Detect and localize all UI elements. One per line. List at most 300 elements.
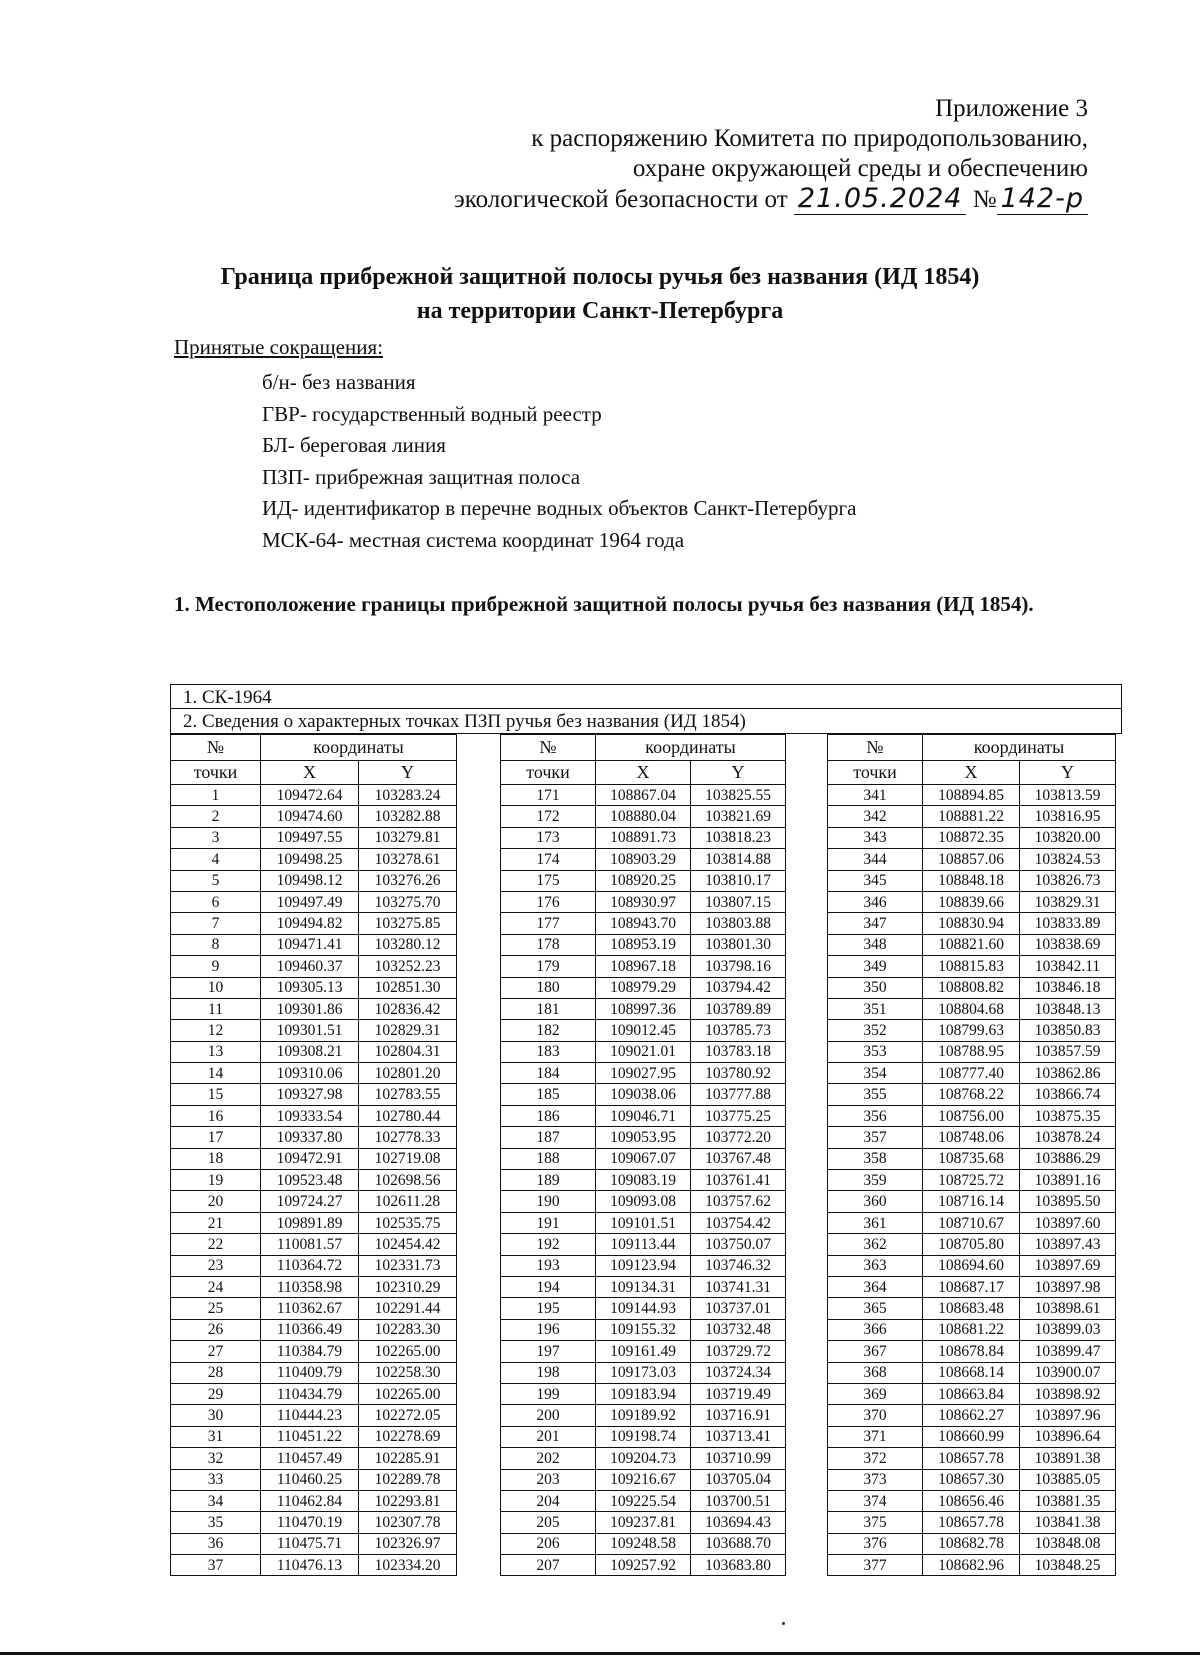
table-row xyxy=(501,1448,786,1469)
table-row xyxy=(501,806,786,827)
y-coordinate-cell: 103276.26 xyxy=(359,870,457,891)
y-coordinate-cell: 103829.31 xyxy=(1020,891,1116,912)
table-row xyxy=(501,1362,786,1383)
table-row xyxy=(171,1383,457,1404)
point-number-cell: 207 xyxy=(501,1555,596,1576)
y-coordinate-cell: 102851.30 xyxy=(359,977,457,998)
y-coordinate-cell: 102272.05 xyxy=(359,1405,457,1426)
point-number-cell: 376 xyxy=(828,1533,923,1554)
x-coordinate-cell: 108953.19 xyxy=(596,934,691,955)
x-coordinate-cell: 109305.13 xyxy=(261,977,359,998)
col-y-header: Y xyxy=(359,761,457,785)
x-coordinate-cell: 109248.58 xyxy=(596,1533,691,1554)
x-coordinate-cell: 108710.67 xyxy=(923,1212,1020,1233)
point-number-cell: 206 xyxy=(501,1533,596,1554)
x-coordinate-cell: 110366.49 xyxy=(261,1319,359,1340)
x-coordinate-cell: 108880.04 xyxy=(596,806,691,827)
table-row xyxy=(501,1533,786,1554)
y-coordinate-cell: 103713.41 xyxy=(691,1426,786,1447)
table-row xyxy=(171,1426,457,1447)
col-point-number-header: № xyxy=(828,735,923,761)
point-number-cell: 177 xyxy=(501,913,596,934)
appendix-line-3: охране окружающей среды и обеспечению xyxy=(632,155,1088,182)
point-number-cell: 196 xyxy=(501,1319,596,1340)
x-coordinate-cell: 108705.80 xyxy=(923,1234,1020,1255)
table-blocks xyxy=(170,734,1122,1572)
y-coordinate-cell: 103841.38 xyxy=(1020,1512,1116,1533)
x-coordinate-cell: 109134.31 xyxy=(596,1276,691,1297)
table-row xyxy=(171,1084,457,1105)
y-coordinate-cell: 103900.07 xyxy=(1020,1362,1116,1383)
x-coordinate-cell: 108848.18 xyxy=(923,870,1020,891)
x-coordinate-cell: 109161.49 xyxy=(596,1341,691,1362)
table-row xyxy=(171,998,457,1019)
point-number-cell: 17 xyxy=(171,1127,261,1148)
point-number-cell: 12 xyxy=(171,1020,261,1041)
abbreviations-list xyxy=(262,367,856,557)
x-coordinate-cell: 109301.51 xyxy=(261,1020,359,1041)
abbreviations-heading: Принятые сокращения: xyxy=(174,335,383,359)
x-coordinate-cell: 108872.35 xyxy=(923,827,1020,848)
table-row xyxy=(828,1383,1116,1404)
x-coordinate-cell: 109225.54 xyxy=(596,1490,691,1511)
table-row xyxy=(501,1426,786,1447)
point-number-cell: 180 xyxy=(501,977,596,998)
y-coordinate-cell: 103732.48 xyxy=(691,1319,786,1340)
point-number-cell: 368 xyxy=(828,1362,923,1383)
y-coordinate-cell: 102265.00 xyxy=(359,1383,457,1404)
point-number-cell: 200 xyxy=(501,1405,596,1426)
table-row xyxy=(171,1041,457,1062)
point-number-cell: 355 xyxy=(828,1084,923,1105)
table-row xyxy=(501,1041,786,1062)
point-number-cell: 187 xyxy=(501,1127,596,1148)
table-row xyxy=(171,870,457,891)
table-header-row xyxy=(171,761,457,785)
point-number-cell: 30 xyxy=(171,1405,261,1426)
y-coordinate-cell: 103891.16 xyxy=(1020,1170,1116,1191)
point-number-cell: 343 xyxy=(828,827,923,848)
y-coordinate-cell: 102283.30 xyxy=(359,1319,457,1340)
table-row xyxy=(501,1255,786,1276)
y-coordinate-cell: 102258.30 xyxy=(359,1362,457,1383)
table-row-system: 1. СК-1964 xyxy=(170,684,1122,709)
table-row xyxy=(171,1405,457,1426)
point-number-cell: 205 xyxy=(501,1512,596,1533)
point-number-cell: 204 xyxy=(501,1490,596,1511)
y-coordinate-cell: 103866.74 xyxy=(1020,1084,1116,1105)
x-coordinate-cell: 110476.13 xyxy=(261,1555,359,1576)
y-coordinate-cell: 103848.08 xyxy=(1020,1533,1116,1554)
x-coordinate-cell: 110475.71 xyxy=(261,1533,359,1554)
x-coordinate-cell: 110364.72 xyxy=(261,1255,359,1276)
point-number-cell: 185 xyxy=(501,1084,596,1105)
point-number-cell: 7 xyxy=(171,913,261,934)
table-row xyxy=(501,849,786,870)
table-row xyxy=(828,1298,1116,1319)
x-coordinate-cell: 109523.48 xyxy=(261,1170,359,1191)
y-coordinate-cell: 103694.43 xyxy=(691,1512,786,1533)
y-coordinate-cell: 103825.55 xyxy=(691,785,786,806)
y-coordinate-cell: 103683.80 xyxy=(691,1555,786,1576)
x-coordinate-cell: 109189.92 xyxy=(596,1405,691,1426)
table-row xyxy=(501,1383,786,1404)
y-coordinate-cell: 102278.69 xyxy=(359,1426,457,1447)
point-number-cell: 175 xyxy=(501,870,596,891)
x-coordinate-cell: 109021.01 xyxy=(596,1041,691,1062)
y-coordinate-cell: 103275.70 xyxy=(359,891,457,912)
table-row xyxy=(171,956,457,977)
y-coordinate-cell: 102780.44 xyxy=(359,1105,457,1126)
point-number-cell: 182 xyxy=(501,1020,596,1041)
table-row xyxy=(828,1512,1116,1533)
x-coordinate-cell: 108678.84 xyxy=(923,1341,1020,1362)
point-number-cell: 351 xyxy=(828,998,923,1019)
x-coordinate-cell: 109891.89 xyxy=(261,1212,359,1233)
x-coordinate-cell: 108967.18 xyxy=(596,956,691,977)
abbreviation-item: МСК-64- местная система координат 1964 года xyxy=(262,527,685,552)
table-row xyxy=(501,785,786,806)
table-row xyxy=(828,956,1116,977)
point-number-cell: 23 xyxy=(171,1255,261,1276)
y-coordinate-cell: 103807.15 xyxy=(691,891,786,912)
point-number-cell: 349 xyxy=(828,956,923,977)
table-row xyxy=(501,934,786,955)
table-row xyxy=(171,1255,457,1276)
y-coordinate-cell: 103803.88 xyxy=(691,913,786,934)
y-coordinate-cell: 103848.25 xyxy=(1020,1555,1116,1576)
table-row xyxy=(828,1533,1116,1554)
x-coordinate-cell: 108894.85 xyxy=(923,785,1020,806)
table-row xyxy=(828,891,1116,912)
x-coordinate-cell: 108943.70 xyxy=(596,913,691,934)
x-coordinate-cell: 110451.22 xyxy=(261,1426,359,1447)
handwritten-date: 21.05.2024 xyxy=(794,183,967,215)
y-coordinate-cell: 103279.81 xyxy=(359,827,457,848)
point-number-cell: 353 xyxy=(828,1041,923,1062)
table-row xyxy=(828,1234,1116,1255)
appendix-line-4-prefix: экологической безопасности от xyxy=(454,186,788,213)
x-coordinate-cell: 109724.27 xyxy=(261,1191,359,1212)
col-y-header: Y xyxy=(691,761,786,785)
point-number-cell: 29 xyxy=(171,1383,261,1404)
x-coordinate-cell: 108808.82 xyxy=(923,977,1020,998)
x-coordinate-cell: 109498.12 xyxy=(261,870,359,891)
table-row xyxy=(828,934,1116,955)
table-row xyxy=(501,827,786,848)
y-coordinate-cell: 103850.83 xyxy=(1020,1020,1116,1041)
point-number-cell: 198 xyxy=(501,1362,596,1383)
y-coordinate-cell: 102289.78 xyxy=(359,1469,457,1490)
point-number-cell: 342 xyxy=(828,806,923,827)
title-line-2: на территории Санкт-Петербурга xyxy=(416,298,784,324)
y-coordinate-cell: 103705.04 xyxy=(691,1469,786,1490)
table-row xyxy=(501,1170,786,1191)
x-coordinate-cell: 108857.06 xyxy=(923,849,1020,870)
col-coordinates-header: координаты xyxy=(261,735,457,761)
x-coordinate-cell: 109472.64 xyxy=(261,785,359,806)
table-row xyxy=(501,998,786,1019)
table-row xyxy=(828,1469,1116,1490)
point-number-cell: 350 xyxy=(828,977,923,998)
point-number-cell: 176 xyxy=(501,891,596,912)
point-number-cell: 363 xyxy=(828,1255,923,1276)
table-row xyxy=(501,1490,786,1511)
x-coordinate-cell: 109460.37 xyxy=(261,956,359,977)
table-row xyxy=(828,977,1116,998)
table-row xyxy=(501,1191,786,1212)
abbreviation-item: ИД- идентификатор в перечне водных объектов Санкт-Петербурга xyxy=(262,496,857,521)
table-row xyxy=(171,1212,457,1233)
y-coordinate-cell: 103724.34 xyxy=(691,1362,786,1383)
x-coordinate-cell: 109012.45 xyxy=(596,1020,691,1041)
x-coordinate-cell: 109494.82 xyxy=(261,913,359,934)
x-coordinate-cell: 109474.60 xyxy=(261,806,359,827)
point-number-cell: 19 xyxy=(171,1170,261,1191)
point-number-cell: 192 xyxy=(501,1234,596,1255)
y-coordinate-cell: 102836.42 xyxy=(359,998,457,1019)
table-row xyxy=(171,1105,457,1126)
x-coordinate-cell: 109093.08 xyxy=(596,1191,691,1212)
x-coordinate-cell: 109046.71 xyxy=(596,1105,691,1126)
table-row xyxy=(501,1212,786,1233)
x-coordinate-cell: 108682.78 xyxy=(923,1533,1020,1554)
x-coordinate-cell: 109237.81 xyxy=(596,1512,691,1533)
y-coordinate-cell: 102293.81 xyxy=(359,1490,457,1511)
table-row xyxy=(828,1063,1116,1084)
point-number-cell: 184 xyxy=(501,1063,596,1084)
y-coordinate-cell: 102331.73 xyxy=(359,1255,457,1276)
y-coordinate-cell: 103816.95 xyxy=(1020,806,1116,827)
appendix-line-4 xyxy=(454,184,1088,215)
y-coordinate-cell: 103848.13 xyxy=(1020,998,1116,1019)
x-coordinate-cell: 108777.40 xyxy=(923,1063,1020,1084)
y-coordinate-cell: 102454.42 xyxy=(359,1234,457,1255)
table-row xyxy=(501,1555,786,1576)
table-row xyxy=(501,1341,786,1362)
y-coordinate-cell: 103896.64 xyxy=(1020,1426,1116,1447)
table-row xyxy=(171,1533,457,1554)
section-heading: 1. Местоположение границы прибрежной защитной полосы ручья без названия (ИД 1854). xyxy=(174,592,1034,616)
x-coordinate-cell: 109498.25 xyxy=(261,849,359,870)
table-row-description: 2. Сведения о характерных точках ПЗП ручья без названия (ИД 1854) xyxy=(170,709,1122,734)
x-coordinate-cell: 108891.73 xyxy=(596,827,691,848)
table-row xyxy=(828,1127,1116,1148)
x-coordinate-cell: 108668.14 xyxy=(923,1362,1020,1383)
y-coordinate-cell: 103881.35 xyxy=(1020,1490,1116,1511)
col-x-header: X xyxy=(923,761,1020,785)
x-coordinate-cell: 108979.29 xyxy=(596,977,691,998)
x-coordinate-cell: 108768.22 xyxy=(923,1084,1020,1105)
x-coordinate-cell: 108683.48 xyxy=(923,1298,1020,1319)
x-coordinate-cell: 108660.99 xyxy=(923,1426,1020,1447)
table-row xyxy=(828,849,1116,870)
point-number-cell: 13 xyxy=(171,1041,261,1062)
table-header-row xyxy=(828,761,1116,785)
x-coordinate-cell: 109497.55 xyxy=(261,827,359,848)
table-row xyxy=(828,1405,1116,1426)
x-coordinate-cell: 108725.72 xyxy=(923,1170,1020,1191)
point-number-cell: 344 xyxy=(828,849,923,870)
x-coordinate-cell: 110460.25 xyxy=(261,1469,359,1490)
table-row xyxy=(171,891,457,912)
point-number-cell: 34 xyxy=(171,1490,261,1511)
coordinates-subtable xyxy=(500,734,786,1576)
table-row xyxy=(501,1234,786,1255)
table-row xyxy=(501,1105,786,1126)
x-coordinate-cell: 109333.54 xyxy=(261,1105,359,1126)
col-coordinates-header: координаты xyxy=(596,735,786,761)
table-row xyxy=(171,1276,457,1297)
x-coordinate-cell: 108756.00 xyxy=(923,1105,1020,1126)
y-coordinate-cell: 103275.85 xyxy=(359,913,457,934)
point-number-cell: 372 xyxy=(828,1448,923,1469)
point-number-cell: 346 xyxy=(828,891,923,912)
y-coordinate-cell: 103897.98 xyxy=(1020,1276,1116,1297)
table-row xyxy=(828,1191,1116,1212)
table-row xyxy=(171,1490,457,1511)
y-coordinate-cell: 103891.38 xyxy=(1020,1448,1116,1469)
x-coordinate-cell: 108735.68 xyxy=(923,1148,1020,1169)
point-number-cell: 203 xyxy=(501,1469,596,1490)
x-coordinate-cell: 109155.32 xyxy=(596,1319,691,1340)
point-number-cell: 188 xyxy=(501,1148,596,1169)
col-y-header: Y xyxy=(1020,761,1116,785)
table-row xyxy=(501,1276,786,1297)
point-number-cell: 358 xyxy=(828,1148,923,1169)
point-number-cell: 36 xyxy=(171,1533,261,1554)
y-coordinate-cell: 103754.42 xyxy=(691,1212,786,1233)
table-row xyxy=(501,1084,786,1105)
x-coordinate-cell: 110409.79 xyxy=(261,1362,359,1383)
point-number-cell: 341 xyxy=(828,785,923,806)
x-coordinate-cell: 109101.51 xyxy=(596,1212,691,1233)
coordinates-subtable xyxy=(170,734,457,1576)
y-coordinate-cell: 103862.86 xyxy=(1020,1063,1116,1084)
y-coordinate-cell: 103783.18 xyxy=(691,1041,786,1062)
table-header-row xyxy=(501,735,786,761)
point-number-cell: 191 xyxy=(501,1212,596,1233)
x-coordinate-cell: 108867.04 xyxy=(596,785,691,806)
x-coordinate-cell: 108815.83 xyxy=(923,956,1020,977)
x-coordinate-cell: 110457.49 xyxy=(261,1448,359,1469)
table-row xyxy=(171,1512,457,1533)
y-coordinate-cell: 103710.99 xyxy=(691,1448,786,1469)
point-number-cell: 4 xyxy=(171,849,261,870)
y-coordinate-cell: 103814.88 xyxy=(691,849,786,870)
y-coordinate-cell: 103824.53 xyxy=(1020,849,1116,870)
table-header-row xyxy=(171,735,457,761)
y-coordinate-cell: 103750.07 xyxy=(691,1234,786,1255)
point-number-cell: 14 xyxy=(171,1063,261,1084)
table-row xyxy=(828,1555,1116,1576)
y-coordinate-cell: 103716.91 xyxy=(691,1405,786,1426)
table-row xyxy=(171,1469,457,1490)
table-row xyxy=(828,1362,1116,1383)
table-row xyxy=(171,1319,457,1340)
y-coordinate-cell: 103767.48 xyxy=(691,1148,786,1169)
x-coordinate-cell: 109083.19 xyxy=(596,1170,691,1191)
x-coordinate-cell: 108799.63 xyxy=(923,1020,1020,1041)
y-coordinate-cell: 103729.72 xyxy=(691,1341,786,1362)
y-coordinate-cell: 102334.20 xyxy=(359,1555,457,1576)
table-row xyxy=(501,956,786,977)
table-row xyxy=(171,1191,457,1212)
table-row xyxy=(171,913,457,934)
y-coordinate-cell: 102611.28 xyxy=(359,1191,457,1212)
point-number-cell: 31 xyxy=(171,1426,261,1447)
point-number-cell: 370 xyxy=(828,1405,923,1426)
table-row xyxy=(171,977,457,998)
appendix-header xyxy=(454,94,1088,215)
table-row xyxy=(828,1148,1116,1169)
point-number-cell: 359 xyxy=(828,1170,923,1191)
table-row xyxy=(501,1469,786,1490)
table-row xyxy=(501,1298,786,1319)
x-coordinate-cell: 108804.68 xyxy=(923,998,1020,1019)
x-coordinate-cell: 108920.25 xyxy=(596,870,691,891)
table-row xyxy=(171,849,457,870)
x-coordinate-cell: 109067.07 xyxy=(596,1148,691,1169)
coordinates-table xyxy=(170,684,1122,1572)
x-coordinate-cell: 109198.74 xyxy=(596,1426,691,1447)
table-row xyxy=(171,1448,457,1469)
x-coordinate-cell: 110434.79 xyxy=(261,1383,359,1404)
y-coordinate-cell: 103780.92 xyxy=(691,1063,786,1084)
y-coordinate-cell: 102804.31 xyxy=(359,1041,457,1062)
point-number-cell: 21 xyxy=(171,1212,261,1233)
y-coordinate-cell: 103688.70 xyxy=(691,1533,786,1554)
table-row xyxy=(171,1298,457,1319)
table-row xyxy=(828,1212,1116,1233)
number-sign: № xyxy=(972,186,997,213)
x-coordinate-cell: 108839.66 xyxy=(923,891,1020,912)
point-number-cell: 2 xyxy=(171,806,261,827)
point-number-cell: 20 xyxy=(171,1191,261,1212)
y-coordinate-cell: 103833.89 xyxy=(1020,913,1116,934)
y-coordinate-cell: 103886.29 xyxy=(1020,1148,1116,1169)
x-coordinate-cell: 108930.97 xyxy=(596,891,691,912)
point-number-cell: 9 xyxy=(171,956,261,977)
point-number-cell: 345 xyxy=(828,870,923,891)
point-number-cell: 193 xyxy=(501,1255,596,1276)
col-point-number-header: № xyxy=(171,735,261,761)
x-coordinate-cell: 109027.95 xyxy=(596,1063,691,1084)
y-coordinate-cell: 103737.01 xyxy=(691,1298,786,1319)
table-row xyxy=(828,1084,1116,1105)
point-number-cell: 10 xyxy=(171,977,261,998)
point-number-cell: 348 xyxy=(828,934,923,955)
table-row xyxy=(828,1041,1116,1062)
point-number-cell: 371 xyxy=(828,1426,923,1447)
point-number-cell: 24 xyxy=(171,1276,261,1297)
table-row xyxy=(501,1405,786,1426)
point-number-cell: 190 xyxy=(501,1191,596,1212)
table-row xyxy=(171,785,457,806)
table-row xyxy=(501,1319,786,1340)
y-coordinate-cell: 103777.88 xyxy=(691,1084,786,1105)
abbreviation-item: ПЗП- прибрежная защитная полоса xyxy=(262,464,581,489)
point-number-cell: 357 xyxy=(828,1127,923,1148)
y-coordinate-cell: 103898.92 xyxy=(1020,1383,1116,1404)
table-row xyxy=(828,1170,1116,1191)
point-number-cell: 178 xyxy=(501,934,596,955)
y-coordinate-cell: 102326.97 xyxy=(359,1533,457,1554)
point-number-cell: 3 xyxy=(171,827,261,848)
point-number-cell: 5 xyxy=(171,870,261,891)
point-number-cell: 179 xyxy=(501,956,596,977)
coordinates-subtable xyxy=(827,734,1116,1576)
